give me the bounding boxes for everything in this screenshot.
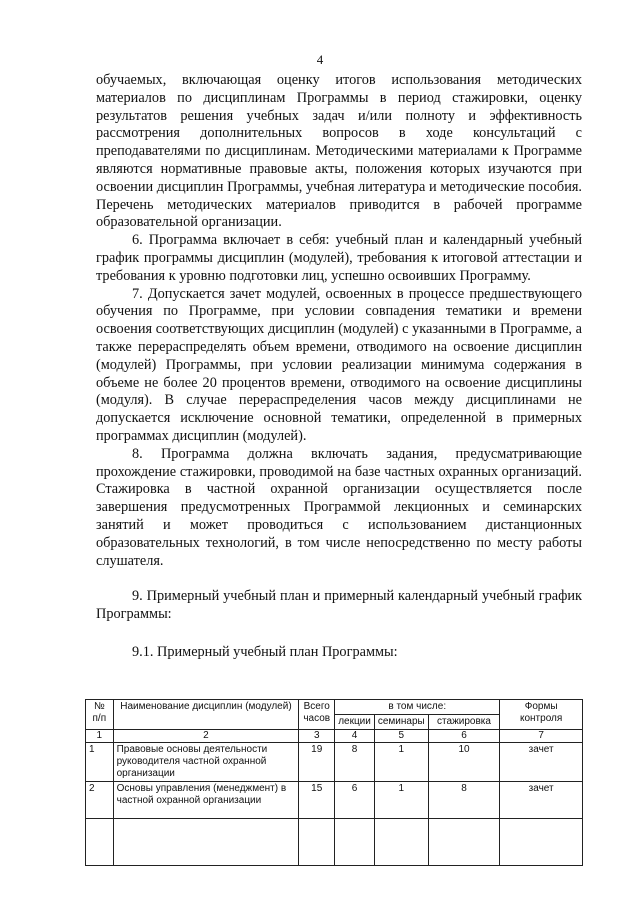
column-number: 1 <box>86 730 114 743</box>
column-number: 3 <box>299 730 335 743</box>
column-number: 6 <box>428 730 500 743</box>
section-9-heading: 9. Примерный учебный план и примерный календарный учебный график Программы: <box>96 588 582 623</box>
column-number-row <box>86 730 583 743</box>
cell-control: зачет <box>500 743 583 782</box>
column-number: 7 <box>500 730 583 743</box>
cell-control: зачет <box>500 782 583 819</box>
page-number: 4 <box>316 52 324 67</box>
paragraph-8: 8. Программа должна включать задания, предусматривающие прохождение стажировки, проводимой на базе частных охранных организаций. Стажировка в частной охранной организации осуществляется после завершения предусмотренных Программой лекционных и семинарских занятий и может проводиться с использованием дистанционных образовательных технологий, в том числе непосредственно по месту работы слушателя. <box>96 445 582 569</box>
cell-name: Правовые основы деятельности руководителя частной охранной организации <box>113 743 299 782</box>
paragraph-continuation: обучаемых, включающая оценку итогов использования методических материалов по дисциплинам Программы в период стажировки, оценку результатов решения учебных задач и/или полноту и эффективность рассмотрения дополнительных вопросов в ходе консультаций с преподавателями по дисциплинам. Методическими материалами к Программе являются нормативные правовые акты, положения которых изучаются при освоении дисциплин Программы, учебная литература и методические пособия. Перечень методических материалов приводится в рабочей программе образовательной организации. <box>96 72 582 231</box>
header-internship: стажировка <box>428 715 500 730</box>
empty-cell <box>86 819 114 866</box>
column-number: 4 <box>335 730 375 743</box>
empty-cell <box>500 819 583 866</box>
empty-cell <box>374 819 428 866</box>
empty-cell <box>335 819 375 866</box>
paragraph-7: 7. Допускается зачет модулей, освоенных в процессе предшествующего обучения по Программе, при условии совпадения тематики и времени освоения соответствующих дисциплин (модулей) с указанными в Программе, а также перераспределять объем времени, отводимого на освоение дисциплин (модулей) Программы, при условии реализации минимума содержания в объеме не более 20 процентов времени, отводимого на освоение дисциплины (модуля). В случае перераспределения часов между дисциплинами не допускается исключение основной тематики, определенной в примерных программах дисциплин (модулей). <box>96 285 582 444</box>
table-header-row <box>86 700 583 715</box>
cell-total: 19 <box>299 743 335 782</box>
body-text <box>96 72 582 662</box>
cell-lectures: 6 <box>335 782 375 819</box>
header-seminars: семинары <box>374 715 428 730</box>
header-control: Формы контроля <box>500 700 583 730</box>
cell-internship: 8 <box>428 782 500 819</box>
header-total: Всего часов <box>299 700 335 730</box>
cell-num: 1 <box>86 743 114 782</box>
column-number: 2 <box>113 730 299 743</box>
table-row <box>86 782 583 819</box>
header-lectures: лекции <box>335 715 375 730</box>
cell-internship: 10 <box>428 743 500 782</box>
empty-cell <box>299 819 335 866</box>
cell-num: 2 <box>86 782 114 819</box>
column-number: 5 <box>374 730 428 743</box>
empty-cell <box>428 819 500 866</box>
subsection-9-1-heading: 9.1. Примерный учебный план Программы: <box>132 643 398 660</box>
table-row-empty <box>86 819 583 866</box>
cell-seminars: 1 <box>374 743 428 782</box>
header-num: № п/п <box>86 700 114 730</box>
cell-seminars: 1 <box>374 782 428 819</box>
empty-cell <box>113 819 299 866</box>
table-row <box>86 743 583 782</box>
cell-lectures: 8 <box>335 743 375 782</box>
cell-name: Основы управления (менеджмент) в частной охранной организации <box>113 782 299 819</box>
cell-total: 15 <box>299 782 335 819</box>
paragraph-6: 6. Программа включает в себя: учебный план и календарный учебный график программы дисциплин (модулей), требования к итоговой аттестации и требования к уровню подготовки лиц, успешно освоивших Программу. <box>96 232 582 284</box>
header-including: в том числе: <box>335 700 500 715</box>
curriculum-table <box>85 699 583 866</box>
header-name: Наименование дисциплин (модулей) <box>113 700 299 730</box>
